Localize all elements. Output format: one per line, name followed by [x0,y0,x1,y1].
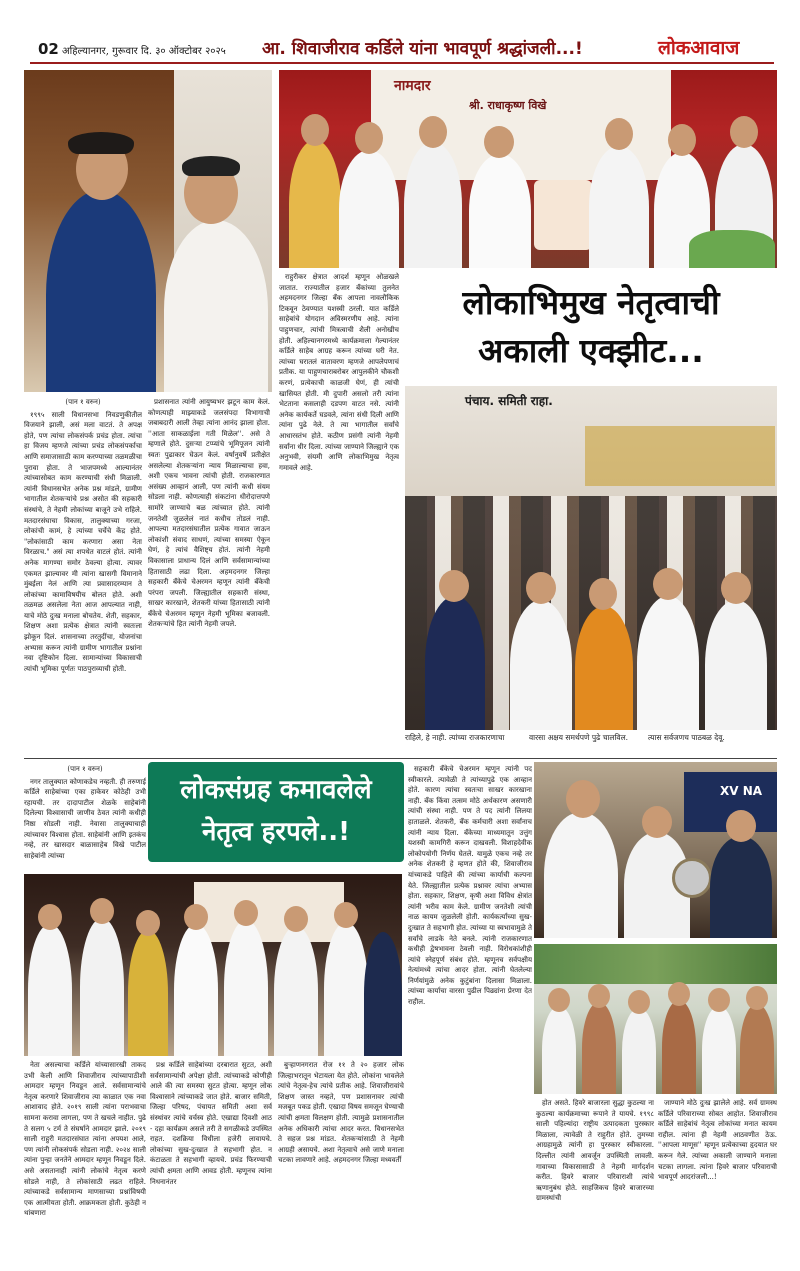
article1-column-1 [24,397,142,757]
article2-column-5 [278,1060,404,1266]
article-paragraph: प्रश्न कर्डिले साहेबांच्या दरबारात सुटत, अशी सर्वसामान्यांची अपेक्षा होती. त्यांच्याकडे कोणीही आले की त्या समस्या सुटत होत्या. म्हणून लोक विश्वासाने त्यांच्याकडे जात होते. बाजार समिती, जिल्हा परिषद, पंचायत समिती अशा सर्व संस्थांवर त्यांचे वर्चस्व होते. एखाद्या दिवशी आठ - दहा कार्यक्रम असले तरी ते सगळीकडे उपस्थित राहत. दशक्रिया विधीला हजेरी लावायचे. लोकांच्या सुख-दुःखात ते सहभागी होत. न कंटाळता ते सहभागी व्हायचे. प्रचंड फिरण्याची त्यांची क्षमता आणि आवड होती. म्हणूनच त्यांना निधनानंतर [150,1061,272,1186]
caption-1: राहिले, हे नाही. त्यांच्या राजकारणाचा [405,733,505,742]
article2-column-2 [408,764,532,1244]
dateline: अहिल्यानगर, गुरूवार दि. ३० ऑक्टोबर २०२५ [62,46,226,57]
continued-note: (पान १ वरुन) [65,398,101,406]
caption-2: वारसा अक्षय समर्थपणे पुढे चालविल. [529,733,629,742]
page-headline: आ. शिवाजीराव कर्डिले यांना भावपूर्ण श्रद्धांजली...! [262,39,583,59]
banner-line-2: अकाली एक्झीट... [478,331,704,370]
photo-felicitation-event [279,70,777,268]
article1-column-3-text [279,272,399,756]
masthead [0,0,800,64]
article1-column-2 [148,397,270,757]
banner-line-1: लोकाभिमुख नेतृत्वाची [462,283,720,322]
xv-board-text: XV NA [720,784,763,798]
banner-line-2: नेतृत्व हरपले..! [201,817,351,847]
article-paragraph: नगर तालुक्यात कोणाकडेच नव्हती. ही तरुणाई कर्डिले साहेबांच्या एका हाकेवर कोठेही उभी रहायची. तर दादापाटील शेळके साहेबांनी दिलेल्या विश्वासाची जाणीव ठेवत त्यांनी कधीही निष्ठा सोडली नाही. नेवासा तालुक्याचाही त्यांच्यावर विश्वास होता. साहेबांनी आणि इतकंच नव्हे, तर खासदार बाळासाहेब विखे पाटील साहेबांनी त्यांच्या [24,777,146,860]
article-paragraph: जाण्याने मोठे दुःख झालेले आहे. सर्व ग्रामस्थ कर्डिले परिवाराच्या सोबत आहोत. शिवाजीराव कर्डिले साहेबांचं नेतृत्व लोकांच्या मनात कायम राहील. त्यांना ही नेहमी आठवणीत ठेऊ. ''आपला माणूस'' म्हणून प्रत्येकाच्या हृदयात घर करून गेले. त्यांच्या अकाली जाण्याने मनाला चटका लागला. त्यांना हिवरे बाजार परिवाराची भावपूर्ण आदरांजली...! [658,1099,777,1182]
photo-wrestling-event [534,944,777,1094]
continued-note: (पान १ वरुन) [67,765,103,773]
photo-award-ceremony [534,762,777,938]
article2-column-8 [658,1098,777,1266]
photo-panchayat-samiti-group [405,386,777,730]
headline-banner-leadership [405,276,777,380]
banner-line-1: लोकसंग्रह कमावलेले [180,775,372,805]
panchayat-board-text: पंचाय. समिती राहा. [465,394,553,408]
article2-column-4 [150,1060,272,1266]
photo-stage-event [24,874,402,1056]
photo-two-leaders [24,70,272,392]
section-divider [24,758,777,759]
article2-column-3 [24,1060,146,1266]
namdar-board-text: नामदार [394,78,431,94]
article2-column-7 [536,1098,654,1266]
article-paragraph: बुऱ्हाणनगरात रोज ११ ते २० हजार लोक जिल्हाभरातून भेटायला येत होते. लोकांना भावलेले त्यांचे नेतृत्व-हेच त्यांचे प्रतीक आहे. शिवाजीरावांचे शिक्षण जास्त नव्हते, पण प्रशासनावर त्यांची मजबूत पकड होती. एखादा विषय समजून घेण्याची त्यांची क्षमता विलक्षण होती. त्यामुळे प्रशासनातील अनेक अधिकारी त्यांचा आदर करत. विधानसभेत ते सहज प्रश्न मांडत. शेतकऱ्यांसाठी ते नेहमी आग्रही असायचे. अशा नेतृत्वाचे असे जाणे मनाला चटका लावणारे आहे. अहमदनगर जिल्हा मध्यवर्ती [278,1061,404,1165]
page-number: 02 [38,40,59,58]
article-paragraph: १९९५ साली विधानसभा निवडणुकीतील विजयाने झाली, असं मला वाटतं. ते अपक्ष होते, पण त्यांचा लोकसंपर्क प्रचंड होता. त्यांचा हा विजय म्हणजे त्यांच्या प्रचंड लोकसंपर्काचा आणि समाजासाठी काम करण्याच्या तळमळीचा पुरावा होता. ते भाजपमध्ये आल्यानंतर त्यांच्यासोबत काम करण्याची संधी मिळाली. त्यांनी विधानसभेत अनेक प्रश्न मांडले, ग्रामीण भागातील शेतकऱ्यांचे प्रश्न असोत की सहकारी संस्थांचे, ते नेहमी लोकांच्या बाजूने उभे राहिले. मतदारसंघाचा विकास, तालुक्याच्या गरजा, लोकांची कामं, हे त्यांच्या चर्चेचे केंद्र होते. "लोकांसाठी काम करणारा असा नेता विरळाच." असं त्या शपथेत वाटलं होतं. त्यांनी अनेक मागण्या समोर ठेवल्या होत्या. त्यावर एकमत झाल्यावर मी त्यांना खासगी विमानाने मुंबईला नेलं आणि त्या प्रवासादरम्यान ते लोकांच्या कामाविषयीच बोलत होते. अशी तळमळ असलेला नेता आज आपल्यात नाही, याचे मोठे दुःख मनाला बोचतेय. शेती, सहकार, शिक्षण अशा प्रत्येक क्षेत्रात त्यांनी स्वतःला झोकून दिलं. शासनाच्या तरतुदींचा, योजनांचा अभ्यास करून त्यांनी ग्रामीण भागातील प्रश्नांना नवा दृष्टिकोन दिला. सामान्यांच्या विकासाची त्यांची भूमिका पूर्णतः पाठपुराव्याची होती. [24,410,142,673]
article-paragraph: नेता असल्याचा कर्डिले यांच्यासारखी ताकद उभी केली आणि शिवाजीराव त्यांच्यापाठीशी आमदार म्हणून निवडून आले. सर्वसामान्यांचे नेतृत्व करणारे शिवाजीराव त्या काळात एक नवा आशावाद होते. २०१९ साली त्यांना पराभवाचा सामना करावा लागला, पण ते खचले नाहीत. पुढे ते सलग ५ टर्म ते संघर्षाने आमदार झाले. २०१९ साली राहुरी मतदारसंघात त्यांना अपयश आले, पण त्यांनी लोकसंपर्क सोडला नाही. २०२४ साली त्यांना पुन्हा जनतेने आमदार म्हणून निवडून दिले. असे असतानाही त्यांनी लोकांचे नेतृत्व करणे सोडले नाही, ते लोकांसाठी लढत राहिले. त्यांच्याकडे सर्वसामान्य माणसाच्या प्रश्नांविषयी एक आत्मीयता होती. आक्रमकता होती. कुठेही न थांबणारा [24,1061,146,1218]
article-paragraph: सहकारी बँकेचे चेअरमन म्हणून त्यांनी पद स्वीकारले. त्यावेळी ते त्यांच्यापुढे एक आव्हान होते. कारण त्यांचा स्वतःचा साखर कारखाना नाही. बँक किंवा तत्सम मोठे अर्थकारण असणारी त्यांची संस्था नाही. पण ते पद त्यांनी लिलया हाताळले. शेतकरी, बँक कर्मचारी अशा सर्वांनाच त्यांनी न्याय दिला. बँकेच्या माध्यमातून उत्तुंग यशस्वी कामगिरी करून दाखवली. विशाहदेवीक लोकोपयोगी निर्णय घेतले. यामुळे एकच नव्हे तर अनेक शेतकरी हे म्हणत होते की, शिवाजीराव यांच्याकडे पाहिले की त्यांच्या कार्याची कल्पना येते. जिल्ह्यातील प्रत्येक प्रश्नावर त्यांचा अभ्यास होता. सहकार, शिक्षण, कृषी अशा विविध क्षेत्रांत त्यांनी भरीव काम केले. ग्रामीण जनतेशी त्यांची नाळ कायम जुळलेली होती. कार्यकर्त्यांच्या सुख-दुःखात ते सहभागी होत. त्यांच्या या स्वभावामुळे ते सर्वांचे लाडके नेते बनले. त्यांनी राजकारणात कधीही द्वेषभावना ठेवली नाही. विरोधकांशीही त्यांचे स्नेहपूर्ण संबंध होते. म्हणूनच सर्वपक्षीय नेत्यांमध्ये त्यांचा आदर होता. त्यांनी घेतलेल्या निर्णयांमुळे अनेक कुटुंबांना दिलासा मिळाला. त्यांच्या कार्याचा वारसा पुढील पिढ्यांना प्रेरणा देत राहील. [408,765,532,1007]
headline-banner-loksangrah [148,762,404,862]
article2-column-1 [24,764,146,874]
header-rule [30,62,774,64]
article-paragraph: प्रशासनात त्यांनी आयुष्यभर झटून काम केलं. कोणत्याही माझ्याकडे जलसंपदा विभागाची जबाबदारी आली तेव्हा त्यांना आनंद झाला होता. ''आता साकळाईला गती मिळेल''. असे ते म्हणाले होते. दुसऱ्या टप्प्यांचे भूमिपूजन त्यांनी स्वतः पुढाकार घेऊन केलं. वर्षानुवर्षे प्रतीक्षेत असलेल्या शेतकऱ्यांना न्याय मिळाल्याचा हवा, अशी एकच भावना त्यांची होती. राजकारणात असंख्य आव्हानं आली, पण त्यांनी कधी संयम सोडला नाही. कोणत्याही संकटांना धीरोदात्तपणे सामोरे जाण्याचे बळ त्यांच्यात होते. त्यांनी जनतेशी जुळलेलं नातं कधीच तोडलं नाही. आपल्या मतदारसंघातील प्रत्येक गावात जाऊन लोकांशी संवाद साधणं, त्यांच्या समस्या ऐकून घेणं, हे त्यांचं वैशिष्ट्य होतं. त्यांनी नेहमी विकासाला प्राधान्य दिलं आणि सर्वसामान्यांच्या हितासाठी लढा दिला. अहमदनगर जिल्हा सहकारी बँकेचे चेअरमन म्हणून त्यांनी बँकेची परंपरा जपली. जिल्ह्यातील सहकारी संस्था, साखर कारखाने, शेतकरी यांच्या हितासाठी त्यांनी बँकेचे चेअरमन म्हणून नेहमी भूमिका बजावली. शेतकऱ्यांचे हित त्यांनी नेहमी जपले. [148,398,270,629]
caption-3: त्यास सर्वजणच पाठबळ देवू. [648,733,725,742]
newspaper-logo: लोकआवाज [658,37,740,59]
namdar-board-subtext: श्री. राधाकृष्ण विखे [469,99,547,112]
article-paragraph: राहुरीकर क्षेत्रात आदर्श म्हणून ओळखले जातात. राज्यातील हजार बँकांच्या तुलनेत अहमदनगर जिल्हा बँक आपला नावलौकिक टिकवून ठेवण्यात यशस्वी ठरली. यात कर्डिले साहेबांचे योगदान अविस्मरणीय आहे. त्यांना पाहुणचार, त्यांची मित्रत्वाची शैली अनोखीच होती. अहिल्यानगरमध्ये कार्यक्रमाला गेल्यानंतर कर्डिले साहेब आग्रह करून त्यांच्या घरी नेत. त्यांच्या घरातलं वातावरण म्हणजे आपलेपणाचं प्रतीक. या पाहुणचाराबरोबर आपुलकीने चौकशी करणं, प्रत्येकाची काळजी घेणं, ही त्यांची खासियत होती. मी दुपारी असलो तरी त्यांना भेटताना कसलाही दडपण वाटत नसे. त्यांनी अनेक कार्यकर्ते घडवले, त्यांना संधी दिली आणि त्यांना पुढे नेले. ते त्या भागातील सर्वांचे आधारस्तंभ होते. कठीण प्रसंगी त्यांनी नेहमी सर्वांना धीर दिला. त्यांच्या जाण्याने जिल्ह्याने एक अनुभवी, संयमी आणि लोकाभिमुख नेतृत्व गमावले आहे. [279,273,399,472]
article-paragraph: होत असते. हिवरे बाजारला सुद्धा कुठल्या ना कुठल्या कार्यक्रमाच्या रूपाने ते यायचे. १९९८ साली पहिल्यांदा राष्ट्रीय उत्पादकता पुरस्कार मिळाला, त्यावेळी ते राहुरीत होते. तुमच्या आग्रहामुळे त्यांनी हा पुरस्कार स्वीकारला. दिल्लीत त्यांनी आवर्जून उपस्थिती लावली. गावाच्या विकासासाठी ते नेहमी मार्गदर्शन करीत. हिवरे बाजार परिवाराशी त्यांचे ऋणानुबंध होते. साहजिकच हिवरे बाजारच्या ग्रामस्थांची [536,1099,654,1203]
